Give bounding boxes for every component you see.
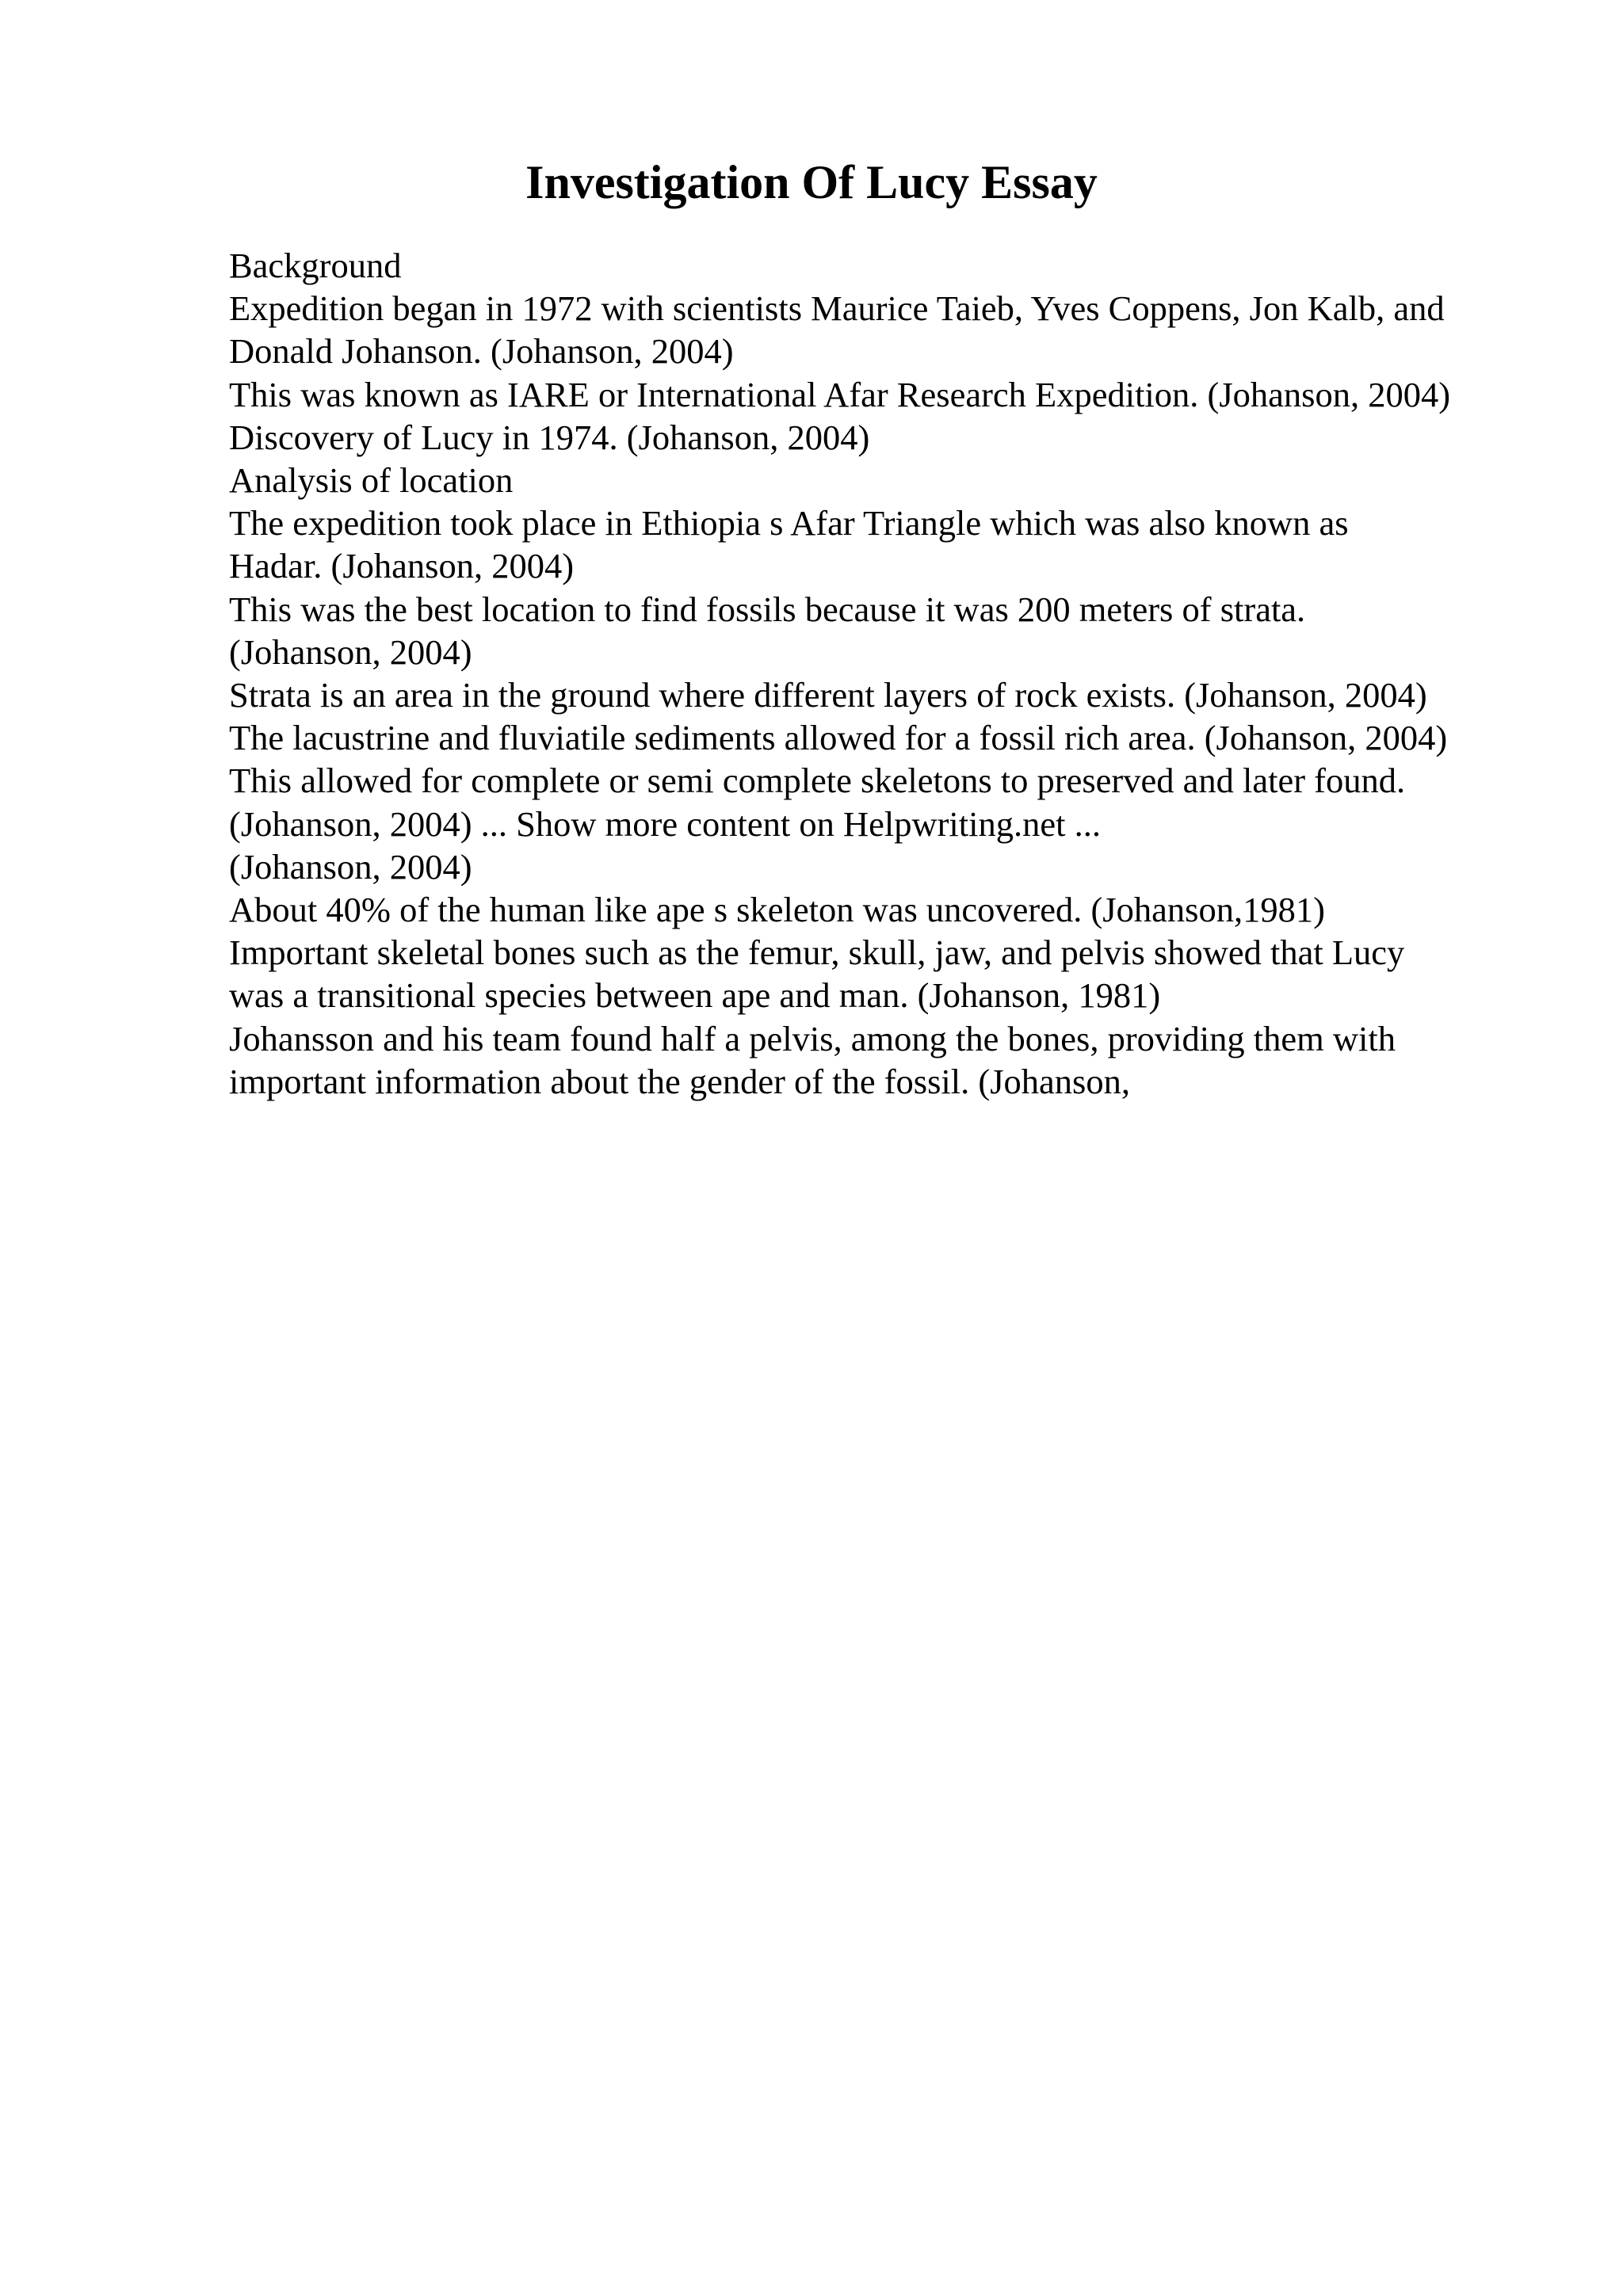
text-line: Donald Johanson. (Johanson, 2004) [229,331,734,372]
text-line: Strata is an area in the ground where different layers of rock exists. (Johanson, 2004) [229,675,1427,715]
page-title: Investigation Of Lucy Essay [525,156,1098,208]
text-line: Analysis of location [229,460,514,501]
text-line: Expedition began in 1972 with scientists Maurice Taieb, Yves Coppens, Jon Kalb, and [229,288,1445,329]
text-line: This allowed for complete or semi complete skeletons to preserved and later found. [229,761,1406,801]
text-line: This was known as IARE or International Afar Research Expedition. (Johanson, 2004) [229,374,1451,414]
text-line: About 40% of the human like ape s skeleton was uncovered. (Johanson,1981) [229,890,1325,930]
text-line: (Johanson, 2004) [229,631,472,672]
text-line-with-more-link [229,803,1529,845]
text-line: important information about the gender of the fossil. (Johanson, [229,1061,1130,1101]
text-line: This was the best location to find fossils because it was 200 meters of strata. [229,589,1306,629]
text-line: Important skeletal bones such as the femur, skull, jaw, and pelvis showed that Lucy [229,933,1405,973]
text-line: Johansson and his team found half a pelvis, among the bones, providing them with [229,1018,1396,1058]
essay-body [229,244,1529,1103]
text-line: Discovery of Lucy in 1974. (Johanson, 2004) [229,417,870,457]
text-line: Hadar. (Johanson, 2004) [229,546,575,586]
text-line: The lacustrine and fluviatile sediments allowed for a fossil rich area. (Johanson, 2004) [229,718,1448,758]
show-more-link[interactable]: ... Show more content on Helpwriting.net ... [480,803,1101,844]
citation-text: (Johanson, 2004) [229,803,472,844]
text-line: (Johanson, 2004) [229,846,472,887]
text-line: The expedition took place in Ethiopia s Afar Triangle which was also known as [229,503,1349,543]
text-line: was a transitional species between ape and man. (Johanson, 1981) [229,975,1161,1016]
text-line: Background [229,246,402,285]
